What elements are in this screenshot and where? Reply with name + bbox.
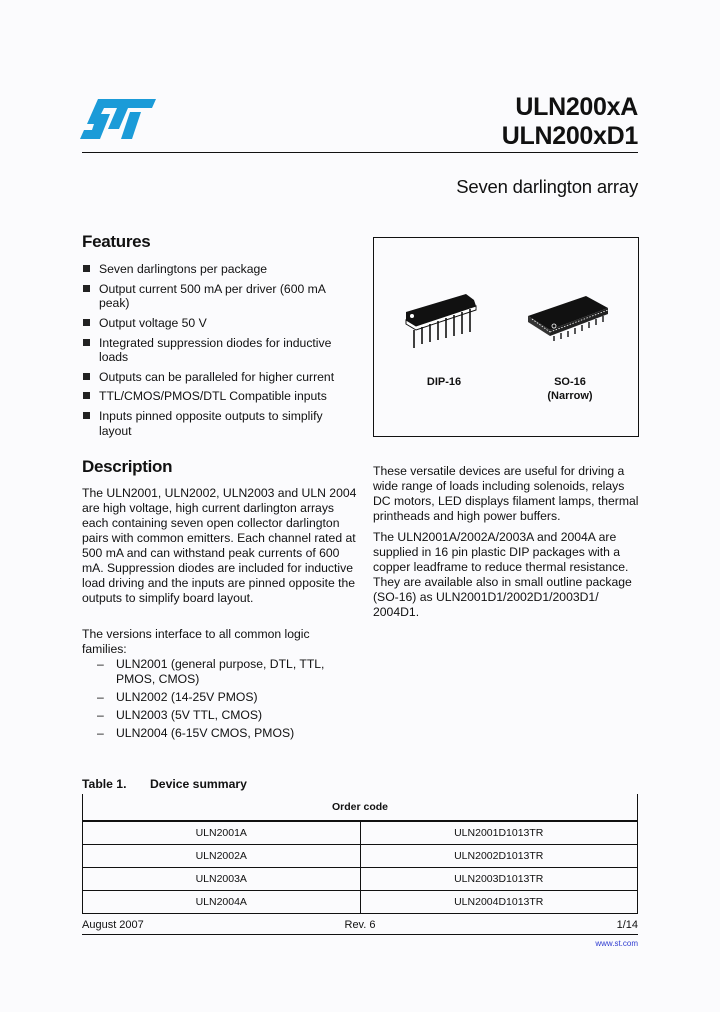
version-item: – ULN2001 (general purpose, DTL, TTL, PMOS, CMOS) xyxy=(97,657,325,686)
package-figure xyxy=(373,237,639,437)
dash-bullet: – xyxy=(97,657,104,671)
table-header-order-code: Order code xyxy=(83,794,638,821)
document-subtitle: Seven darlington array xyxy=(456,176,638,197)
versions-intro: The versions interface to all common logic families: xyxy=(82,627,310,656)
applications-paragraph: These versatile devices are useful for driving a wide range of loads including solenoids, relays DC motors, LED displays filament lamps, thermal printheads and high power buffers. xyxy=(373,464,639,523)
square-bullet-icon xyxy=(83,319,90,326)
so16-sublabel: (Narrow) xyxy=(547,390,593,402)
feature-item: Output voltage 50 V xyxy=(82,316,352,331)
versions-list xyxy=(82,657,357,744)
table-row: ULN2001A ULN2001D1013TR xyxy=(83,821,638,845)
packages-paragraph: The ULN2001A/2002A/2003A and 2004A are supplied in 16 pin plastic DIP packages with a copper leadframe to reduce thermal resistance. They are available also in small outline package (SO-16) as ULN2001D1/2002D1/2003D1/ 2004D1. xyxy=(373,530,632,619)
footer-website-link[interactable]: www.st.com xyxy=(595,939,638,948)
dash-bullet: – xyxy=(97,708,104,722)
table-caption xyxy=(82,777,247,791)
footer-divider xyxy=(82,934,638,935)
dip16-label: DIP-16 xyxy=(426,376,462,388)
features-heading: Features xyxy=(82,232,151,251)
title-line-2: ULN200xD1 xyxy=(501,122,638,150)
so16-chip-icon xyxy=(524,290,614,350)
dip16-chip-icon xyxy=(402,290,482,357)
table-row: ULN2004A ULN2004D1013TR xyxy=(83,891,638,914)
header-divider xyxy=(82,152,638,153)
document-title xyxy=(502,93,638,151)
square-bullet-icon xyxy=(83,412,90,419)
footer-revision: Rev. 6 xyxy=(344,919,376,931)
description-heading: Description xyxy=(82,457,173,476)
footer-page-number: 1/14 xyxy=(616,919,638,931)
feature-item: Output current 500 mA per driver (600 mA peak) xyxy=(82,282,352,311)
title-line-1: ULN200xA xyxy=(515,93,638,121)
dash-bullet: – xyxy=(97,690,104,704)
square-bullet-icon xyxy=(83,285,90,292)
table-row: ULN2003A ULN2003D1013TR xyxy=(83,868,638,891)
square-bullet-icon xyxy=(83,265,90,272)
square-bullet-icon xyxy=(83,392,90,399)
dash-bullet: – xyxy=(97,726,104,740)
square-bullet-icon xyxy=(83,373,90,380)
version-item: – ULN2002 (14-25V PMOS) xyxy=(97,690,258,704)
table-title: Device summary xyxy=(150,777,247,791)
table-row: ULN2002A ULN2002D1013TR xyxy=(83,845,638,868)
feature-item: TTL/CMOS/PMOS/DTL Compatible inputs xyxy=(82,389,352,404)
features-list xyxy=(82,262,352,443)
so16-label: SO-16 xyxy=(554,376,586,388)
device-summary-table xyxy=(82,794,638,914)
description-paragraph: The ULN2001, ULN2002, ULN2003 and ULN 2004 are high voltage, high current darlington arrays each containing seven open collector darlington pairs with common emitters. Each channel rated at 500 mA and can withstand peak currents of 600 mA. Suppression diodes are included for inductive load driving and the inputs are pinned opposite the outputs to simplify board layout. xyxy=(82,486,357,605)
feature-item: Inputs pinned opposite outputs to simplify layout xyxy=(82,409,352,438)
square-bullet-icon xyxy=(83,339,90,346)
version-item: – ULN2004 (6-15V CMOS, PMOS) xyxy=(97,726,295,740)
feature-item: Seven darlingtons per package xyxy=(82,262,352,277)
footer-date: August 2007 xyxy=(82,919,144,931)
st-logo-icon xyxy=(80,98,158,140)
table-number: Table 1. xyxy=(82,777,127,791)
version-item: – ULN2003 (5V TTL, CMOS) xyxy=(97,708,263,722)
feature-item: Outputs can be paralleled for higher current xyxy=(82,370,352,385)
feature-item: Integrated suppression diodes for inductive loads xyxy=(82,336,352,365)
